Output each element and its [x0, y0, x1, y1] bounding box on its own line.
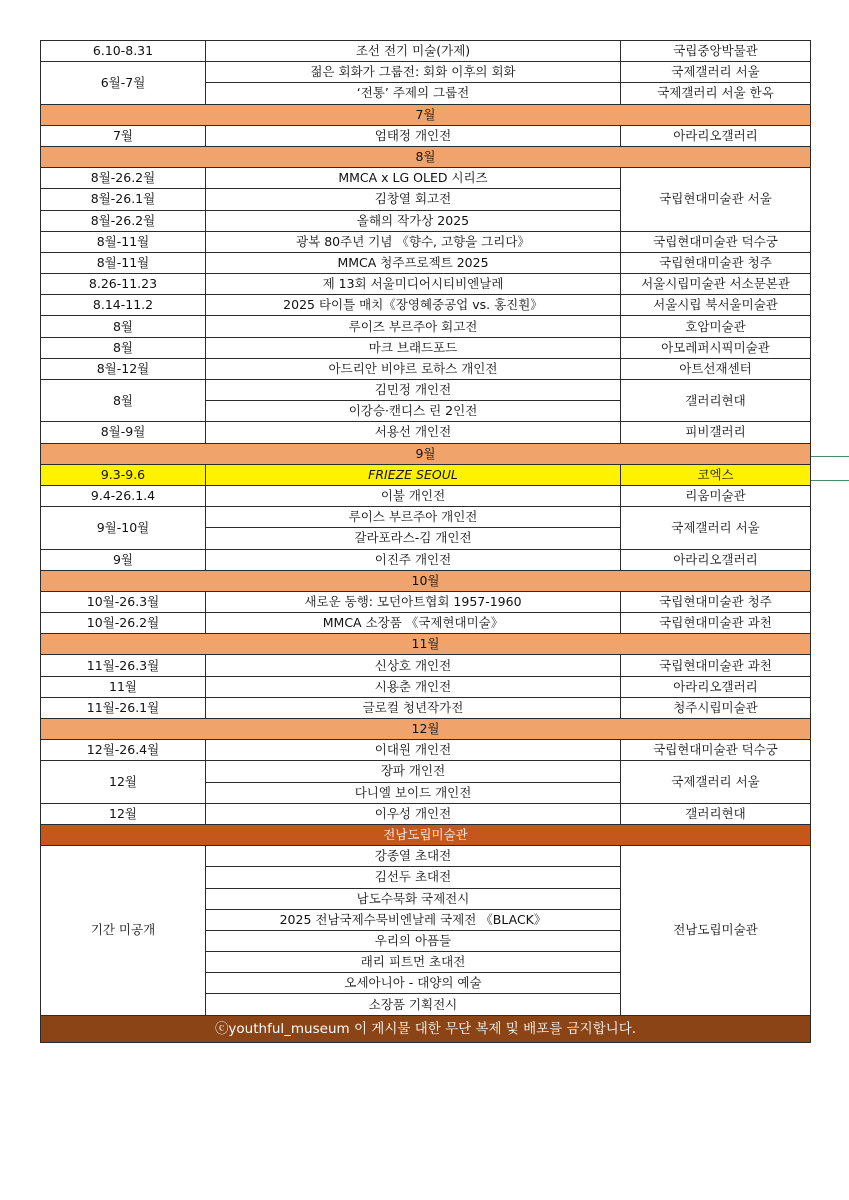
period-cell: 8월-11월 — [41, 252, 206, 273]
period-cell: 9.3-9.6 — [41, 464, 206, 485]
table-row — [41, 803, 811, 824]
period-cell: 9월-10월 — [41, 507, 206, 549]
venue-cell: 아트선재센터 — [621, 358, 811, 379]
month-header-row — [41, 146, 811, 167]
venue-cell: 국립현대미술관 서울 — [621, 168, 811, 232]
table-row — [41, 761, 811, 782]
venue-cell: 국제갤러리 서울 — [621, 62, 811, 83]
venue-cell: 국립현대미술관 과천 — [621, 613, 811, 634]
table-row — [41, 62, 811, 83]
period-cell: 6.10-8.31 — [41, 41, 206, 62]
exhibition-cell: 루이스 부르주아 개인전 — [206, 507, 621, 528]
exhibition-cell: MMCA 소장품 《국제현대미술》 — [206, 613, 621, 634]
period-cell: 8.26-11.23 — [41, 274, 206, 295]
exhibition-cell: 이우성 개인전 — [206, 803, 621, 824]
table-row — [41, 337, 811, 358]
period-cell: 12월-26.4월 — [41, 740, 206, 761]
venue-cell: 청주시립미술관 — [621, 697, 811, 718]
period-cell: 7월 — [41, 125, 206, 146]
period-cell: 11월 — [41, 676, 206, 697]
exhibition-cell: 엄태정 개인전 — [206, 125, 621, 146]
exhibition-cell: 이진주 개인전 — [206, 549, 621, 570]
venue-cell: 아라리오갤러리 — [621, 125, 811, 146]
venue-cell: 국립현대미술관 덕수궁 — [621, 740, 811, 761]
venue-cell: 아모레퍼시픽미술관 — [621, 337, 811, 358]
exhibition-cell: 소장품 기획전시 — [206, 994, 621, 1015]
copyright-footer-row — [41, 1015, 811, 1042]
period-cell: 8월-11월 — [41, 231, 206, 252]
exhibition-cell: 우리의 아픔들 — [206, 930, 621, 951]
table-row — [41, 613, 811, 634]
table-row — [41, 125, 811, 146]
exhibition-cell: 새로운 동행: 모던아트협회 1957-1960 — [206, 591, 621, 612]
exhibition-cell: 남도수묵화 국제전시 — [206, 888, 621, 909]
exhibition-cell: MMCA x LG OLED 시리즈 — [206, 168, 621, 189]
period-cell: 8월 — [41, 316, 206, 337]
exhibition-cell: 마크 브래드포드 — [206, 337, 621, 358]
section-label: 전남도립미술관 — [41, 824, 811, 845]
month-header-row — [41, 570, 811, 591]
month-header-row — [41, 104, 811, 125]
table-row — [41, 168, 811, 189]
table-row — [41, 485, 811, 506]
venue-cell: 피비갤러리 — [621, 422, 811, 443]
period-cell: 8월-26.1월 — [41, 189, 206, 210]
table-row — [41, 549, 811, 570]
venue-cell: 국립현대미술관 청주 — [621, 252, 811, 273]
period-cell: 9.4-26.1.4 — [41, 485, 206, 506]
exhibition-cell: 2025 전남국제수묵비엔날레 국제전 《BLACK》 — [206, 909, 621, 930]
venue-cell: 국제갤러리 서울 한옥 — [621, 83, 811, 104]
copyright-notice: ⓒyouthful_museum 이 게시물 대한 무단 복제 및 배포를 금지합니다. — [41, 1015, 811, 1042]
period-cell: 8.14-11.2 — [41, 295, 206, 316]
exhibition-cell: 오세아니아 - 대양의 예술 — [206, 973, 621, 994]
venue-cell: 아라리오갤러리 — [621, 676, 811, 697]
exhibition-cell: 젊은 회화가 그룹전: 회화 이후의 회화 — [206, 62, 621, 83]
period-cell: 8월 — [41, 337, 206, 358]
margin-rule-bottom — [811, 480, 849, 481]
venue-cell: 국립중앙박물관 — [621, 41, 811, 62]
margin-rule-top — [811, 456, 849, 457]
section-header-row — [41, 824, 811, 845]
exhibition-cell: 김창열 회고전 — [206, 189, 621, 210]
table-row — [41, 231, 811, 252]
venue-cell: 리움미술관 — [621, 485, 811, 506]
month-label: 7월 — [41, 104, 811, 125]
venue-cell: 코엑스 — [621, 464, 811, 485]
period-cell: 6월-7월 — [41, 62, 206, 104]
exhibition-cell: 신상호 개인전 — [206, 655, 621, 676]
period-cell: 9월 — [41, 549, 206, 570]
table-row — [41, 846, 811, 867]
exhibition-cell: 루이즈 부르주아 회고전 — [206, 316, 621, 337]
exhibition-cell: 2025 타이틀 매치《장영혜중공업 vs. 홍진훤》 — [206, 295, 621, 316]
venue-cell: 국제갤러리 서울 — [621, 507, 811, 549]
venue-cell: 국립현대미술관 청주 — [621, 591, 811, 612]
table-row — [41, 380, 811, 401]
period-cell: 8월 — [41, 380, 206, 422]
venue-cell: 갤러리현대 — [621, 803, 811, 824]
period-cell: 12월 — [41, 803, 206, 824]
month-label: 10월 — [41, 570, 811, 591]
table-row — [41, 422, 811, 443]
period-cell: 10월-26.2월 — [41, 613, 206, 634]
table-row — [41, 655, 811, 676]
exhibition-cell: 올해의 작가상 2025 — [206, 210, 621, 231]
period-cell: 8월-26.2월 — [41, 168, 206, 189]
period-cell: 10월-26.3월 — [41, 591, 206, 612]
month-header-row — [41, 719, 811, 740]
venue-cell: 국립현대미술관 과천 — [621, 655, 811, 676]
venue-cell: 전남도립미술관 — [621, 846, 811, 1016]
exhibition-cell: 광복 80주년 기념 《향수, 고향을 그리다》 — [206, 231, 621, 252]
table-row — [41, 358, 811, 379]
table-row — [41, 316, 811, 337]
table-row — [41, 591, 811, 612]
venue-cell: 호암미술관 — [621, 316, 811, 337]
highlight-row — [41, 464, 811, 485]
exhibition-cell: 강종열 초대전 — [206, 846, 621, 867]
exhibition-cell: 김민정 개인전 — [206, 380, 621, 401]
exhibition-cell: 서용선 개인전 — [206, 422, 621, 443]
period-cell: 11월-26.3월 — [41, 655, 206, 676]
exhibition-cell: 시용춘 개인전 — [206, 676, 621, 697]
period-cell: 8월-12월 — [41, 358, 206, 379]
exhibition-cell: 제 13회 서울미디어시티비엔날레 — [206, 274, 621, 295]
venue-cell: 서울시립 북서울미술관 — [621, 295, 811, 316]
month-header-row — [41, 443, 811, 464]
exhibition-cell: 장파 개인전 — [206, 761, 621, 782]
exhibition-cell: 글로컬 청년작가전 — [206, 697, 621, 718]
period-cell: 12월 — [41, 761, 206, 803]
period-cell: 11월-26.1월 — [41, 697, 206, 718]
month-label: 11월 — [41, 634, 811, 655]
exhibition-cell: FRIEZE SEOUL — [206, 464, 621, 485]
month-label: 8월 — [41, 146, 811, 167]
table-row — [41, 41, 811, 62]
table-row — [41, 252, 811, 273]
exhibition-cell: 조선 전기 미술(가제) — [206, 41, 621, 62]
schedule-body — [41, 41, 811, 1043]
exhibition-cell: 김선두 초대전 — [206, 867, 621, 888]
venue-cell: 갤러리현대 — [621, 380, 811, 422]
period-cell: 8월-9월 — [41, 422, 206, 443]
period-cell: 기간 미공개 — [41, 846, 206, 1016]
exhibition-cell: MMCA 청주프로젝트 2025 — [206, 252, 621, 273]
exhibition-schedule-table — [40, 40, 811, 1043]
venue-cell: 서울시립미술관 서소문본관 — [621, 274, 811, 295]
table-row — [41, 697, 811, 718]
month-label: 9월 — [41, 443, 811, 464]
exhibition-cell: 다니엘 보이드 개인전 — [206, 782, 621, 803]
table-row — [41, 676, 811, 697]
exhibition-cell: 갈라포라스-김 개인전 — [206, 528, 621, 549]
month-label: 12월 — [41, 719, 811, 740]
month-header-row — [41, 634, 811, 655]
exhibition-cell: 래리 피트먼 초대전 — [206, 952, 621, 973]
venue-cell: 아라리오갤러리 — [621, 549, 811, 570]
exhibition-cell: 이강승·캔디스 린 2인전 — [206, 401, 621, 422]
period-cell: 8월-26.2월 — [41, 210, 206, 231]
exhibition-cell: 아드리안 비야르 로하스 개인전 — [206, 358, 621, 379]
exhibition-cell: 이대원 개인전 — [206, 740, 621, 761]
table-row — [41, 274, 811, 295]
venue-cell: 국제갤러리 서울 — [621, 761, 811, 803]
exhibition-cell: 이불 개인전 — [206, 485, 621, 506]
table-row — [41, 295, 811, 316]
exhibition-cell: ‘전통’ 주제의 그룹전 — [206, 83, 621, 104]
venue-cell: 국립현대미술관 덕수궁 — [621, 231, 811, 252]
table-row — [41, 507, 811, 528]
table-row — [41, 740, 811, 761]
